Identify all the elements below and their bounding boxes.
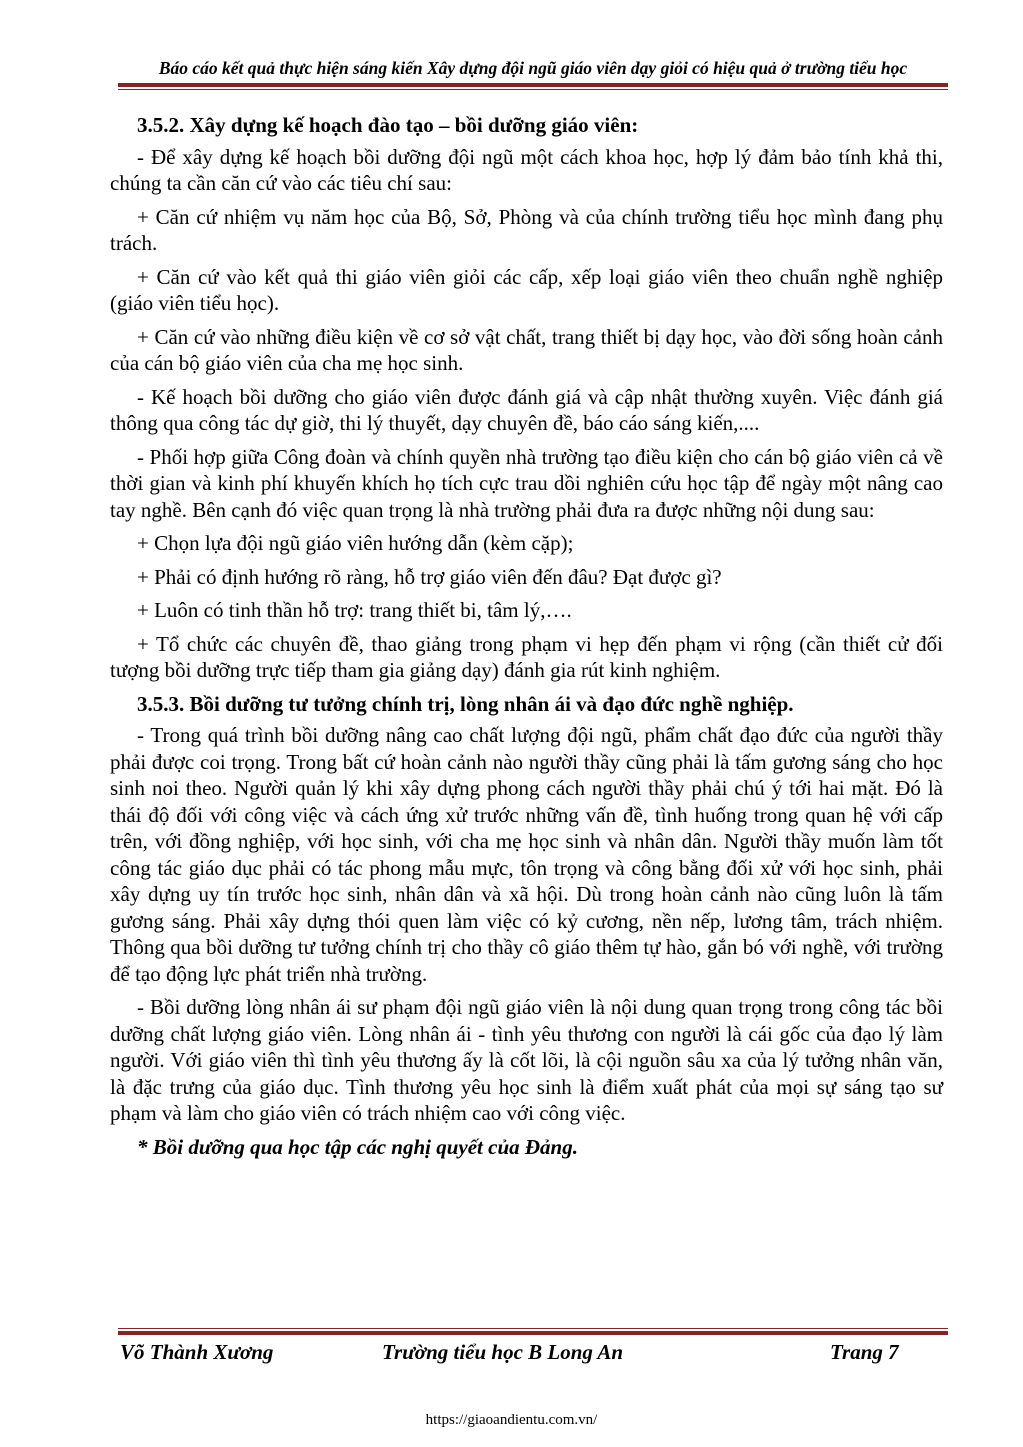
- document-body: [110, 112, 943, 1160]
- paragraph: - Phối hợp giữa Công đoàn và chính quyền nhà trường tạo điều kiện cho cán bộ giáo viên cả về thời gian và kinh phí khuyến khích họ tích cực trau dồi nghiên cứu học tập để ngày một nâng cao tay nghề. Bên cạnh đó việc quan trọng là nhà trường phải đưa ra được những nội dung sau:: [110, 444, 943, 522]
- paragraph: + Luôn có tinh thần hỗ trợ: trang thiết bi, tâm lý,….: [137, 598, 572, 622]
- footer-rule: [118, 1328, 948, 1335]
- footer: [118, 1340, 948, 1370]
- paragraph: - Bồi dưỡng lòng nhân ái sư phạm đội ngũ giáo viên là nội dung quan trọng trong công tác bồi dưỡng chất lượng giáo viên. Lòng nhân ái - tình yêu thương con người là cái gốc của đạo lý làm người. Với giáo viên thì tình yêu thương ấy là cốt lõi, là cội nguồn sâu xa của lý tưởng nhân văn, là đặc trưng của giáo dục. Tình thương yêu học sinh là điểm xuất phát của mọi sự sáng tạo sư phạm và làm cho giáo viên có trách nhiệm cao với công việc.: [110, 995, 943, 1125]
- footer-page-number: Trang 7: [830, 1340, 899, 1364]
- subheading: * Bồi dưỡng qua học tập các nghị quyết của Đảng.: [137, 1134, 578, 1159]
- footer-rule-thin: [118, 1328, 948, 1329]
- header-rule: [118, 83, 948, 90]
- paragraph: - Kế hoạch bồi dưỡng cho giáo viên được đánh giá và cập nhật thường xuyên. Việc đánh giá thông qua công tác dự giờ, thi lý thuyết, dạy chuyên đề, báo cáo sáng kiến,....: [110, 384, 943, 435]
- paragraph: - Để xây dựng kế hoạch bồi dưỡng đội ngũ một cách khoa học, hợp lý đảm bảo tính khả thi, chúng ta cần căn cứ vào các tiêu chí sau:: [110, 144, 943, 195]
- section-heading-3-5-3: 3.5.3. Bồi dưỡng tư tưởng chính trị, lòng nhân ái và đạo đức nghề nghiệp.: [137, 691, 794, 716]
- paragraph: + Căn cứ vào những điều kiện về cơ sở vật chất, trang thiết bị dạy học, vào đời sống hoàn cảnh của cán bộ giáo viên của cha mẹ học sinh.: [110, 324, 943, 375]
- paragraph: + Chọn lựa đội ngũ giáo viên hướng dẫn (kèm cặp);: [137, 531, 574, 555]
- section-heading-3-5-2: 3.5.2. Xây dựng kế hoạch đào tạo – bồi dưỡng giáo viên:: [137, 113, 639, 137]
- paragraph: + Căn cứ vào kết quả thi giáo viên giỏi các cấp, xếp loại giáo viên theo chuẩn nghề nghiệp (giáo viên tiểu học).: [110, 264, 943, 315]
- paragraph: - Trong quá trình bồi dưỡng nâng cao chất lượng đội ngũ, phẩm chất đạo đức của người thầy phải được coi trọng. Trong bất cứ hoàn cảnh nào người thầy cũng phải là tấm gương sáng cho học sinh noi theo. Người quản lý khi xây dựng phong cách người thầy phải chú ý tới hai mặt. Đó là thái độ đối với công việc và cách ứng xử trước những vấn đề, tình huống trong quan hệ với cấp trên, với đồng nghiệp, với học sinh, với cha mẹ học sinh và nhân dân. Người thầy muốn làm tốt công tác giáo dục phải có tác phong mẫu mực, tôn trọng và công bằng đối xử với học sinh, phải xây dựng uy tín trước học sinh, nhân dân và xã hội. Dù trong hoàn cảnh nào cũng luôn là tấm gương sáng. Phải xây dựng thói quen làm việc có kỷ cương, nền nếp, lương tâm, trách nhiệm. Thông qua bồi dưỡng tư tưởng chính trị cho thầy cô giáo thêm tự hào, gắn bó với nghề, với trường để tạo động lực phát triển nhà trường.: [110, 723, 943, 986]
- header-title: Báo cáo kết quả thực hiện sáng kiến Xây dựng đội ngũ giáo viên dạy giỏi có hiệu quả ở trường tiểu học: [158, 58, 908, 78]
- footer-school: Trường tiểu học B Long An: [382, 1340, 624, 1364]
- header-rule-thick: [118, 83, 948, 87]
- footer-author: Võ Thành Xương: [120, 1340, 274, 1364]
- paragraph: + Phải có định hướng rõ ràng, hỗ trợ giáo viên đến đâu? Đạt được gì?: [137, 564, 722, 589]
- paragraph: + Căn cứ nhiệm vụ năm học của Bộ, Sở, Phòng và của chính trường tiểu học mình đang phụ trách.: [110, 204, 943, 255]
- footer-rule-thick: [118, 1331, 948, 1335]
- source-url: https://giaoandientu.com.vn/: [425, 1412, 598, 1428]
- header-rule-thin: [118, 89, 948, 90]
- paragraph: + Tổ chức các chuyên đề, thao giảng trong phạm vi hẹp đến phạm vi rộng (cần thiết cử đối tượng bồi dưỡng trực tiếp tham gia giảng dạy) đánh gia rút kinh nghiệm.: [110, 631, 943, 682]
